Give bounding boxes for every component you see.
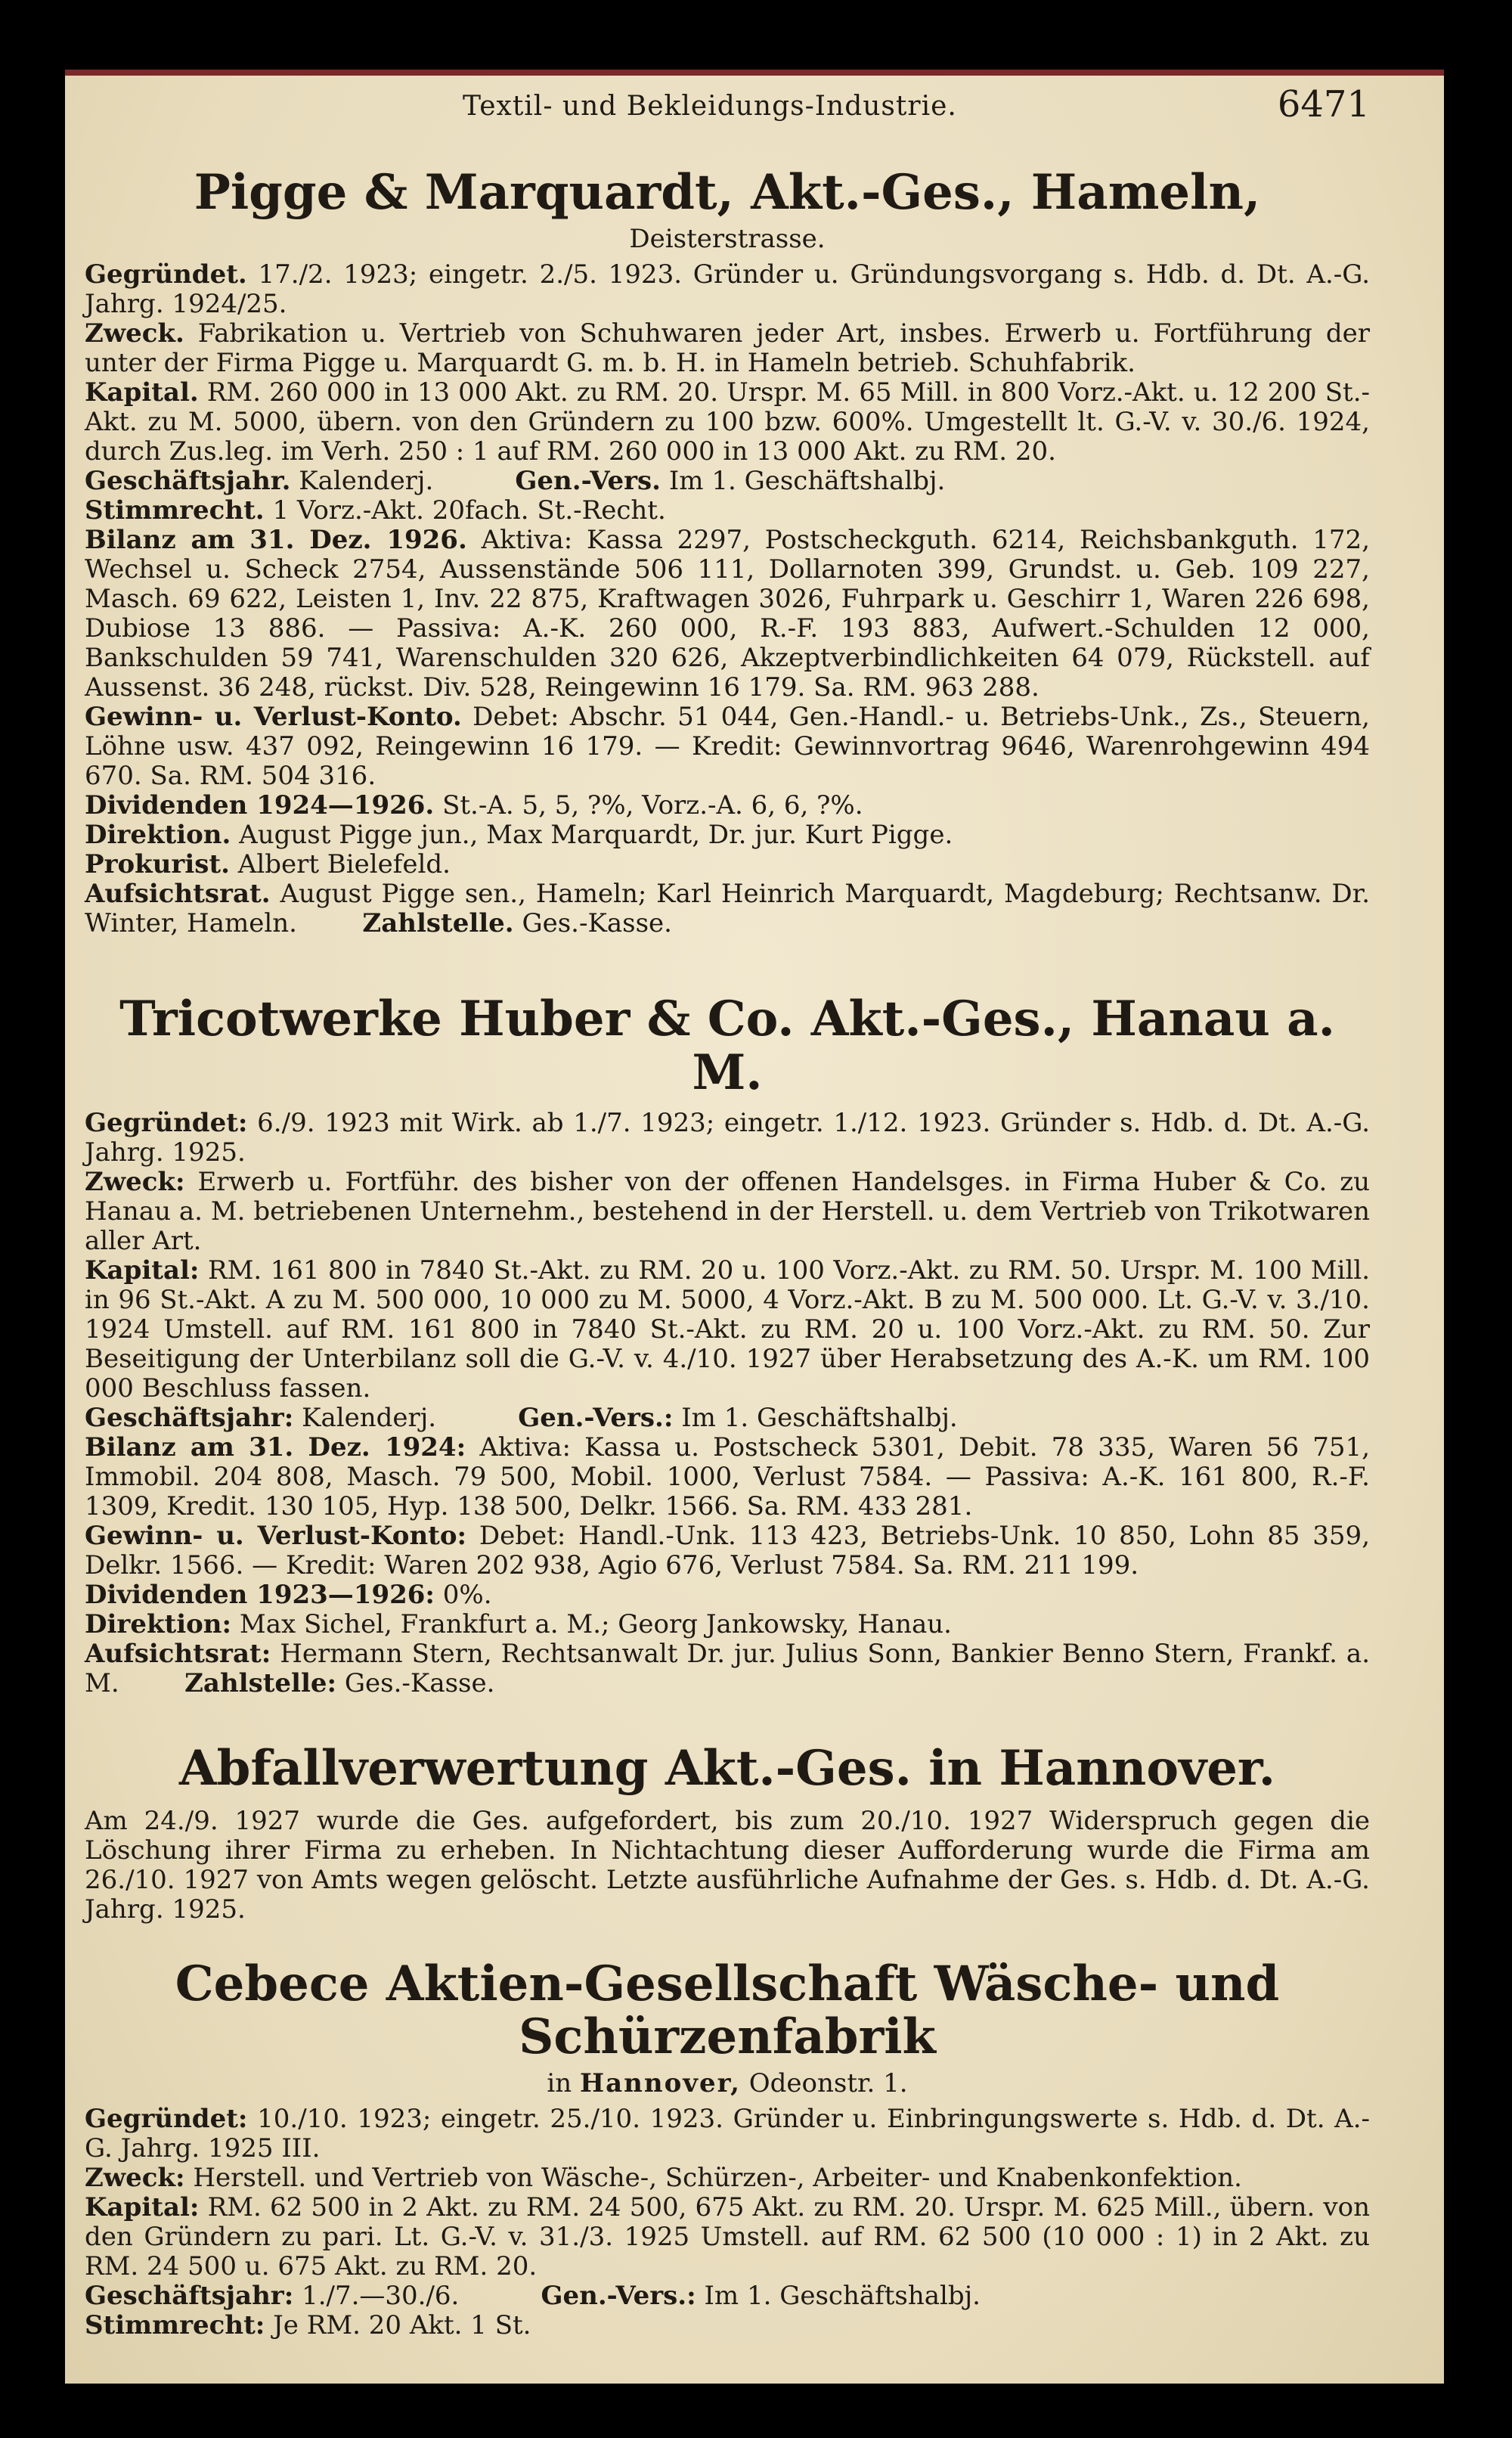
entry-item: Geschäftsjahr: 1./7.—30./6. Gen.-Vers.: Im 1. Geschäftshalbj. bbox=[85, 2281, 981, 2312]
entry-tricotwerke-huber bbox=[85, 993, 1370, 1698]
entry-item: Gewinn- u. Verlust-Konto. Debet: Abschr. 51 044, Gen.-Handl.- u. Betriebs-Unk., Zs., Steuern, Löhne usw. 437 092, Reingewinn 16 179. — Kredit: Gewinnvortrag 9646, Warenrohgewinn 494 670. Sa. RM. 504 316. bbox=[85, 702, 1370, 792]
entry-item: Stimmrecht: Je RM. 20 Akt. 1 St. bbox=[85, 2310, 531, 2341]
entry-item: Kapital: RM. 62 500 in 2 Akt. zu RM. 24 500, 675 Akt. zu RM. 20. Urspr. M. 625 Mill., übern. von den Gründern zu pari. Lt. G.-V. v. 31./3. 1925 Umstell. auf RM. 62 500 (10 000 : 1) in 2 Akt. zu RM. 24 500 u. 675 Akt. zu RM. 20. bbox=[85, 2192, 1371, 2282]
entry-item: Gewinn- u. Verlust-Konto: Debet: Handl.-Unk. 113 423, Betriebs-Unk. 10 850, Lohn 85 359, Delkr. 1566. — Kredit: Waren 202 938, Agio 676, Verlust 7584. Sa. RM. 211 199. bbox=[85, 1521, 1370, 1581]
entry-item: Gegründet. 17./2. 1923; eingetr. 2./5. 1923. Gründer u. Gründungsvorgang s. Hdb. d. Dt. A.-G. Jahrg. 1924/25. bbox=[85, 259, 1370, 320]
entry-item: Bilanz am 31. Dez. 1924: Aktiva: Kassa u. Postscheck 5301, Debit. 78 335, Waren 56 751, Immobil. 204 808, Masch. 79 500, Mobil. 1000, Verlust 7584. — Passiva: A.-K. 161 800, R.-F. 1309, Kredit. 130 105, Hyp. 138 500, Delkr. 1566. Sa. RM. 433 281. bbox=[85, 1432, 1371, 1522]
section-title: Textil- und Bekleidungs-Industrie. bbox=[463, 91, 957, 122]
entry-address: in Hannover, Odeonstr. 1. bbox=[547, 2068, 908, 2099]
entry-pigge-marquardt bbox=[85, 166, 1370, 938]
entry-title: Tricotwerke Huber & Co. Akt.-Ges., Hanau a. M. bbox=[119, 991, 1335, 1101]
page-content bbox=[85, 83, 1371, 2341]
entry-cebece bbox=[85, 1955, 1371, 2341]
entry-item: Geschäftsjahr: Kalenderj. Gen.-Vers.: Im 1. Geschäftshalbj. bbox=[85, 1403, 958, 1434]
entry-paragraph: Am 24./9. 1927 wurde die Ges. aufgefordert, bis zum 20./10. 1927 Widerspruch gegen die Löschung ihrer Firma zu erheben. In Nichtachtung dieser Aufforderung wurde die Firma am 26./10. 1927 von Amts wegen gelöscht. Letzte ausführliche Aufnahme der Ges. s. Hdb. d. Dt. A.-G. Jahrg. 1925. bbox=[85, 1805, 1370, 1925]
entry-item: Dividenden 1923—1926: 0%. bbox=[85, 1580, 492, 1611]
entry-address: Deisterstrasse. bbox=[629, 224, 826, 255]
entry-title: Pigge & Marquardt, Akt.-Ges., Hameln, bbox=[194, 164, 1261, 221]
entry-item: Dividenden 1924—1926. St.-A. 5, 5, ?%, Vorz.-A. 6, 6, ?%. bbox=[85, 790, 863, 821]
running-header bbox=[85, 83, 1370, 129]
entry-item: Aufsichtsrat. August Pigge sen., Hameln; Karl Heinrich Marquardt, Magdeburg; Rechtsanw. Dr. Winter, Hameln. Zahlstelle. Ges.-Kasse. bbox=[85, 879, 1371, 939]
entry-abfallverwertung bbox=[85, 1742, 1370, 1924]
entry-item: Bilanz am 31. Dez. 1926. Aktiva: Kassa 2297, Postscheckguth. 6214, Reichsbankguth. 172, Wechsel u. Scheck 2754, Aussenstände 506 111, Dollarnoten 399, Grundst. u. Geb. 109 227, Masch. 69 622, Leisten 1, Inv. 22 875, Kraftwagen 3026, Fuhrpark u. Geschirr 1, Waren 226 698, Dubiose 13 886. — Passiva: A.-K. 260 000, R.-F. 193 883, Aufwert.-Schulden 12 000, Bankschulden 59 741, Warenschulden 320 626, Akzeptverbindlichkeiten 64 079, Rückstell. auf Aussenst. 36 248, rückst. Div. 528, Reingewinn 16 179. Sa. RM. 963 288. bbox=[85, 525, 1370, 703]
page-number: 6471 bbox=[1277, 83, 1370, 126]
entry-item: Kapital: RM. 161 800 in 7840 St.-Akt. zu RM. 20 u. 100 Vorz.-Akt. zu RM. 50. Urspr. M. 100 Mill. in 96 St.-Akt. A zu M. 500 000, 10 000 zu M. 5000, 4 Vorz.-Akt. B zu M. 500 000. Lt. G.-V. v. 3./10. 1924 Umstell. auf RM. 161 800 in 7840 St.-Akt. zu RM. 20 u. 100 Vorz.-Akt. zu RM. 50. Zur Beseitigung der Unterbilanz soll die G.-V. v. 4./10. 1927 über Herabsetzung des A.-K. um RM. 100 000 Beschluss fassen. bbox=[85, 1255, 1370, 1404]
entry-item: Aufsichtsrat: Hermann Stern, Rechtsanwalt Dr. jur. Julius Sonn, Bankier Benno Stern, Frankf. a. M. Zahlstelle: Ges.-Kasse. bbox=[85, 1639, 1370, 1699]
entry-title: Cebece Aktien-Gesellschaft Wäsche- und Schürzenfabrik bbox=[175, 1955, 1280, 2065]
entry-item: Zweck: Herstell. und Vertrieb von Wäsche-, Schürzen-, Arbeiter- und Knabenkonfektion. bbox=[85, 2163, 1242, 2194]
entry-item: Gegründet: 6./9. 1923 mit Wirk. ab 1./7. 1923; eingetr. 1./12. 1923. Gründer s. Hdb. d. Dt. A.-G. Jahrg. 1925. bbox=[85, 1108, 1370, 1168]
entry-item: Direktion. August Pigge jun., Max Marquardt, Dr. jur. Kurt Pigge. bbox=[85, 820, 953, 851]
entry-item: Zweck: Erwerb u. Fortführ. des bisher von der offenen Handelsges. in Firma Huber & Co. zu Hanau a. M. betriebenen Unternehm., bestehend in der Herstell. u. dem Vertrieb von Trikotwaren aller Art. bbox=[85, 1167, 1370, 1257]
entry-item: Stimmrecht. 1 Vorz.-Akt. 20fach. St.-Recht. bbox=[85, 495, 666, 526]
entry-item: Direktion: Max Sichel, Frankfurt a. M.; Georg Jankowsky, Hanau. bbox=[85, 1609, 952, 1640]
entry-item: Kapital. RM. 260 000 in 13 000 Akt. zu RM. 20. Urspr. M. 65 Mill. in 800 Vorz.-Akt. u. 12 200 St.-Akt. zu M. 5000, übern. von den Gründern zu 100 bzw. 600%. Umgestellt lt. G.-V. v. 30./6. 1924, durch Zus.leg. im Verh. 250 : 1 auf RM. 260 000 in 13 000 Akt. zu RM. 20. bbox=[85, 377, 1370, 467]
entry-item: Geschäftsjahr. Kalenderj. Gen.-Vers. Im 1. Geschäftshalbj. bbox=[85, 466, 946, 497]
entry-item: Prokurist. Albert Bielefeld. bbox=[85, 849, 451, 880]
book-page bbox=[65, 70, 1444, 2384]
entry-item: Gegründet: 10./10. 1923; eingetr. 25./10. 1923. Gründer u. Einbringungswerte s. Hdb. d. Dt. A.-G. Jahrg. 1925 III. bbox=[85, 2104, 1370, 2164]
entry-title: Abfallverwertung Akt.-Ges. in Hannover. bbox=[178, 1740, 1276, 1797]
entry-item: Zweck. Fabrikation u. Vertrieb von Schuhwaren jeder Art, insbes. Erwerb u. Fortführung der unter der Firma Pigge u. Marquardt G. m. b. H. in Hameln betrieb. Schuhfabrik. bbox=[85, 318, 1370, 379]
